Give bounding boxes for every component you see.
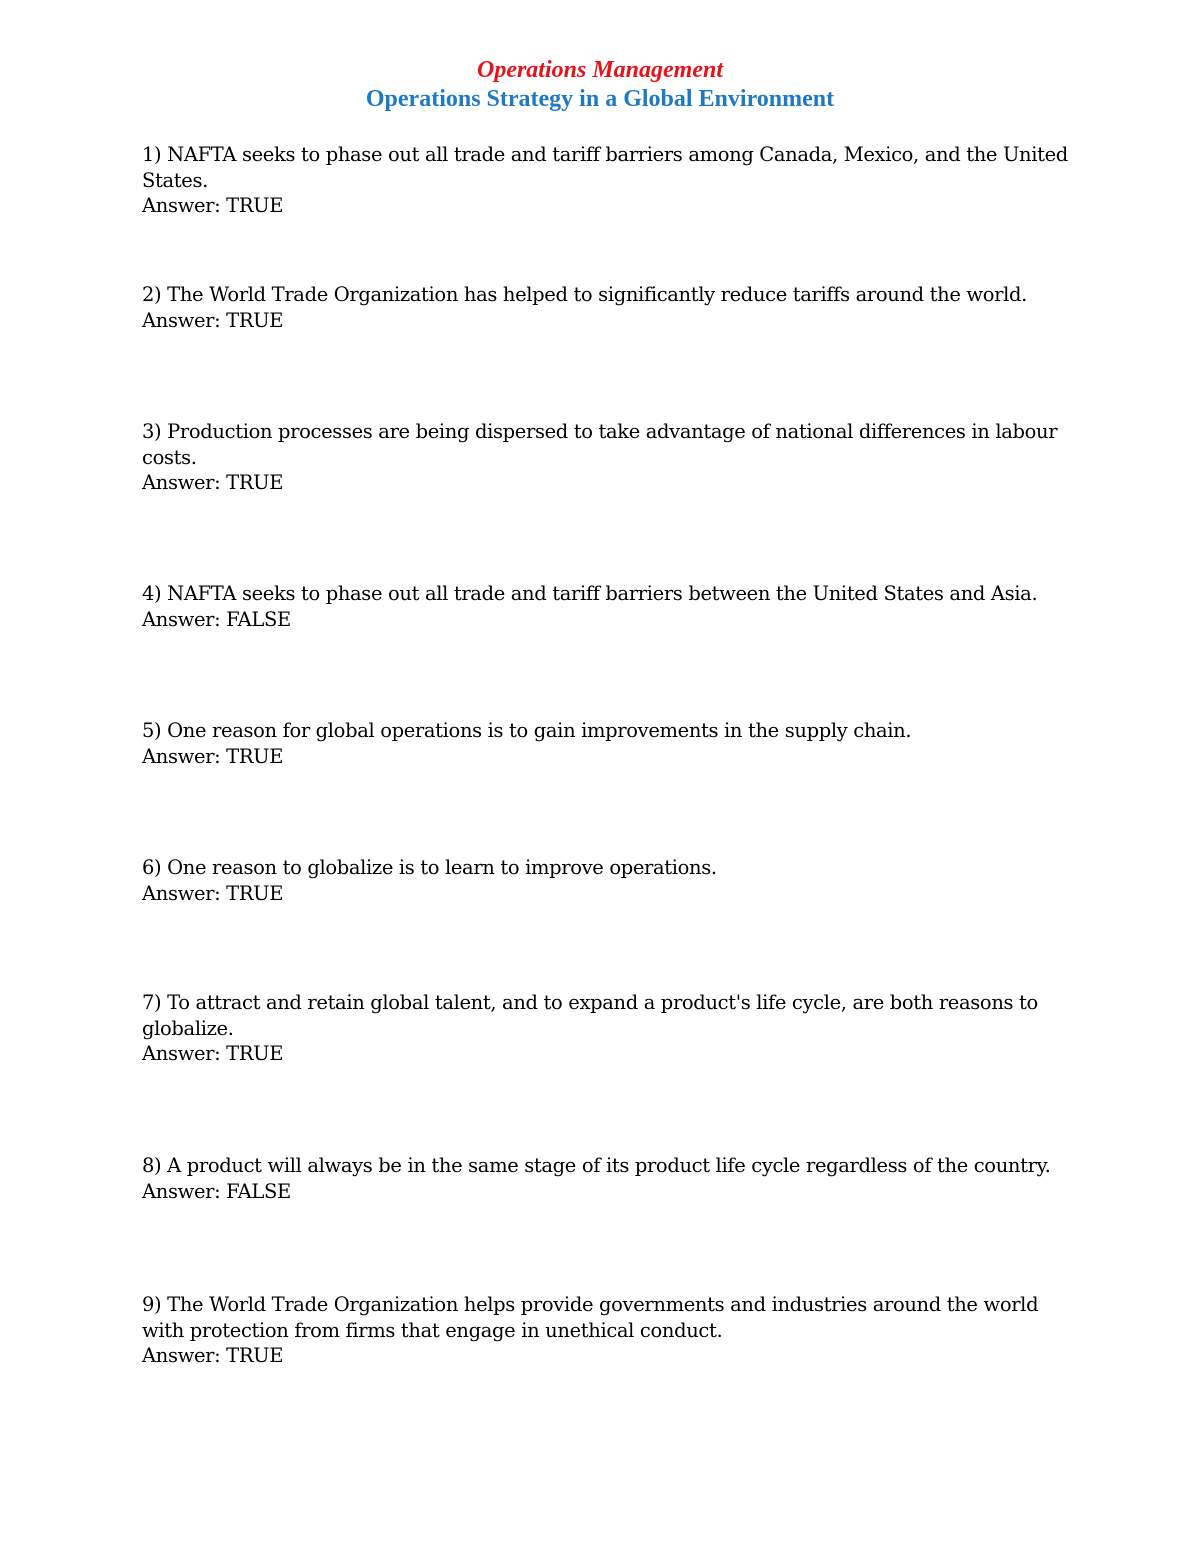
- question-text: 4) NAFTA seeks to phase out all trade and tariff barriers between the United States and Asia.: [142, 582, 1038, 605]
- question-text: 5) One reason for global operations is to gain improvements in the supply chain.: [142, 719, 912, 742]
- question-item: [142, 282, 1072, 333]
- question-answer: Answer: TRUE: [142, 1344, 284, 1367]
- question-answer: Answer: TRUE: [142, 308, 284, 332]
- question-item: [142, 419, 1072, 496]
- question-item: [142, 718, 1072, 769]
- question-text: 7) To attract and retain global talent, and to expand a product's life cycle, are both reasons to globalize.: [142, 991, 1038, 1040]
- question-item: [142, 1153, 1072, 1204]
- question-text: 2) The World Trade Organization has helped to significantly reduce tariffs around the world.: [142, 283, 1027, 306]
- question-item: [142, 142, 1072, 219]
- question-answer: Answer: FALSE: [142, 1179, 291, 1203]
- question-text: 6) One reason to globalize is to learn to improve operations.: [142, 856, 717, 879]
- question-answer: Answer: TRUE: [142, 1042, 284, 1065]
- question-answer: Answer: TRUE: [142, 881, 284, 905]
- question-item: [142, 855, 1072, 906]
- question-answer: Answer: FALSE: [142, 607, 291, 631]
- question-answer: Answer: TRUE: [142, 471, 284, 494]
- question-text: 1) NAFTA seeks to phase out all trade and tariff barriers among Canada, Mexico, and the United States.: [142, 143, 1068, 192]
- question-item: [142, 990, 1072, 1067]
- question-text: 8) A product will always be in the same stage of its product life cycle regardless of the country.: [142, 1154, 1051, 1177]
- document-subtitle: Operations Strategy in a Global Environment: [365, 86, 835, 112]
- question-text: 9) The World Trade Organization helps provide governments and industries around the world with protection from firms that engage in unethical conduct.: [142, 1293, 1039, 1342]
- question-item: [142, 1292, 1072, 1369]
- document-title: Operations Management: [476, 57, 724, 83]
- question-answer: Answer: TRUE: [142, 744, 284, 768]
- question-answer: Answer: TRUE: [142, 194, 284, 217]
- question-item: [142, 581, 1072, 632]
- question-text: 3) Production processes are being dispersed to take advantage of national differences in labour costs.: [142, 420, 1058, 469]
